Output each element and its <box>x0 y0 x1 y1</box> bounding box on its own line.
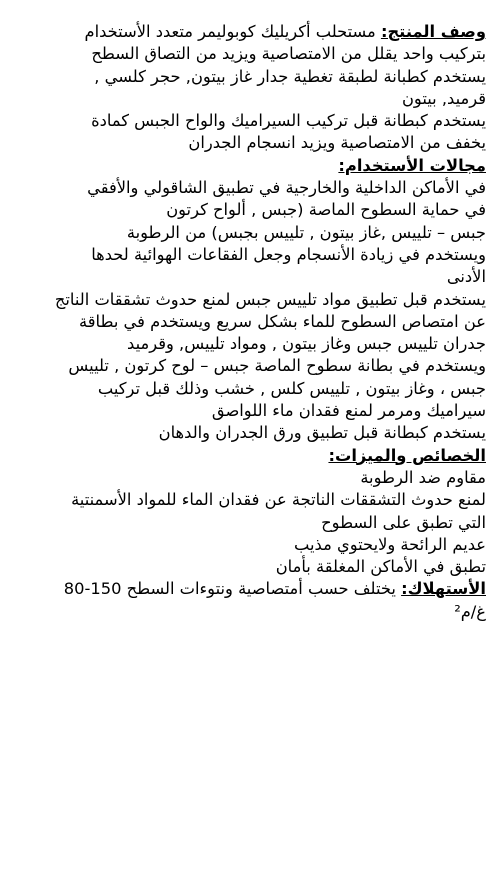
consumption-unit: غ/م² <box>454 601 486 621</box>
usage-heading: مجالات الأستخدام: <box>338 155 486 175</box>
usage-line: جدران تلييس جبس وغاز بيتون , ومواد تلييس, وقرميد <box>127 334 486 354</box>
usage-line: في الأماكن الداخلية والخارجية في تطبيق الشاقولي والأفقي <box>87 178 486 198</box>
usage-line: عن امتصاص السطوح للماء بشكل سريع ويستخدم في بطاقة <box>79 311 486 331</box>
usage-line: ويستخدم في زيادة الأنسجام وجعل الفقاعات الهوائية لحدها <box>91 244 486 264</box>
product-document <box>14 21 486 623</box>
description-line: يخفف من الامتصاصية ويزيد انسجام الجدران <box>188 133 486 153</box>
description-label: وصف المنتج: <box>380 22 486 41</box>
description-text: مستحلب أكريليك كوبوليمر متعدد الأستخدام <box>84 22 381 41</box>
consumption-range: 80-150 <box>63 579 122 599</box>
features-line: مقاوم ضد الرطوبة <box>360 467 486 487</box>
usage-line: جبس – تلييس ,غاز بيتون , تلييس بجبس) من الرطوبة <box>126 222 486 242</box>
features-line: لمنع حدوث التشققات الناتجة عن فقدان الماء للمواد الأسمنتية <box>71 490 486 510</box>
description-line: يستخدم كطبانة لطبقة تغطية جدار غاز بيتون, حجر كلسي , <box>94 66 486 86</box>
usage-line: يستخدم كبطانة قبل تطبيق ورق الجدران والدهان <box>158 423 486 443</box>
usage-line: في حماية السطوح الماصة (جبس , ألواح كرتون <box>166 200 486 220</box>
usage-line: يستخدم قبل تطبيق مواد تلييس جبس لمنع حدوث تشققات الناتج <box>54 289 486 309</box>
consumption-text: يختلف حسب أمتصاصية ونتوءات السطح <box>121 579 402 599</box>
usage-line: سيراميك ومرمر لمنع فقدان ماء اللواصق <box>211 401 486 421</box>
description-line: قرميد, بيتون <box>401 88 486 108</box>
features-heading: الخصائص والميزات: <box>328 445 486 465</box>
features-line: عديم الرائحة ولايحتوي مذيب <box>294 534 486 554</box>
consumption-label: الأستهلاك: <box>401 579 486 599</box>
consumption-line <box>14 578 486 600</box>
description-line: بتركيب واحد يقلل من الامتصاصية ويزيد من التصاق السطح <box>91 44 486 64</box>
description-line: يستخدم كبطانة قبل تركيب السيراميك والواح الجبس كمادة <box>91 111 486 131</box>
features-line: التي تطبق على السطوح <box>321 512 486 532</box>
features-line: تطبق في الأماكن المغلقة بأمان <box>275 557 486 577</box>
usage-line: الأدنى <box>446 267 486 287</box>
usage-line: ويستخدم في بطانة سطوح الماصة جبس – لوح كرتون , تلييس <box>68 356 486 376</box>
usage-line: جبس ، وغاز بيتون , تلييس كلس , خشب وذلك قبل تركيب <box>97 378 486 398</box>
description-line <box>14 21 486 43</box>
